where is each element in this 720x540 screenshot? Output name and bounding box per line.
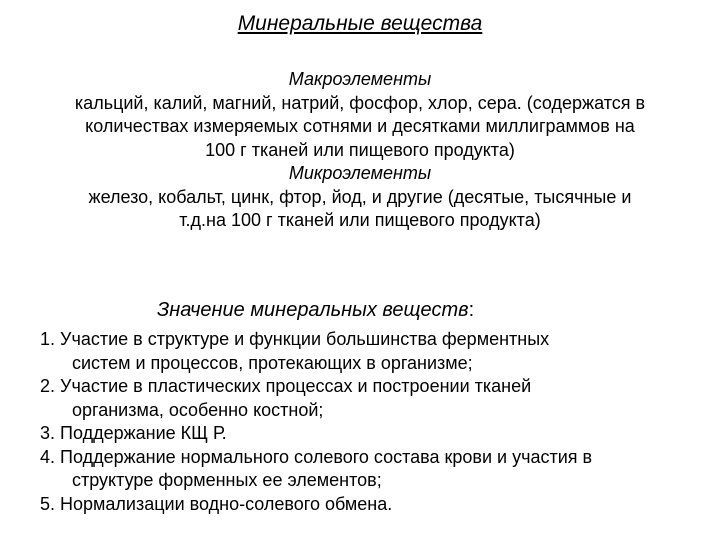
macro-line: количествах измеряемых сотнями и десятками миллиграммов на [85, 116, 635, 136]
list-item [40, 422, 700, 446]
list-item [40, 493, 700, 517]
list-item-line: 5. Нормализации водно-солевого обмена. [40, 493, 393, 514]
list-item [40, 446, 700, 493]
significance-heading-text: Значение минеральных веществ [157, 299, 469, 321]
list-item [40, 328, 700, 375]
list-item-line: 4. Поддержание нормального солевого состава крови и участия в [40, 446, 593, 467]
significance-heading-colon: : [468, 299, 475, 321]
list-item-line: 3. Поддержание КЩ Р. [40, 423, 227, 443]
macro-line: 100 г тканей или пищевого продукта) [205, 139, 515, 160]
significance-heading [157, 297, 474, 323]
micro-line: железо, кобальт, цинк, фтор, йод, и другие (десятые, тысячные и [88, 186, 632, 207]
macro-line: кальций, калий, магний, натрий, фосфор, хлор, сера. (содержатся в [74, 92, 646, 113]
page-title: Минеральные вещества [237, 12, 483, 35]
macro-heading: Макроэлементы [288, 69, 432, 89]
list-item-line: структуре форменных ее элементов; [72, 470, 382, 490]
micro-heading: Микроэлементы [288, 163, 432, 183]
list-item-line: организма, особенно костной; [72, 399, 324, 420]
list-item [40, 375, 700, 422]
list-item-line: 1. Участие в структуре и функции большинства ферментных [40, 329, 550, 349]
list-item-line: систем и процессов, протекающих в организме; [72, 352, 473, 373]
elements-block [30, 68, 690, 233]
significance-list [40, 328, 700, 516]
list-item-line: 2. Участие в пластических процессах и построении тканей [40, 376, 532, 396]
micro-line: т.д.на 100 г тканей или пищевого продукта) [179, 210, 541, 230]
